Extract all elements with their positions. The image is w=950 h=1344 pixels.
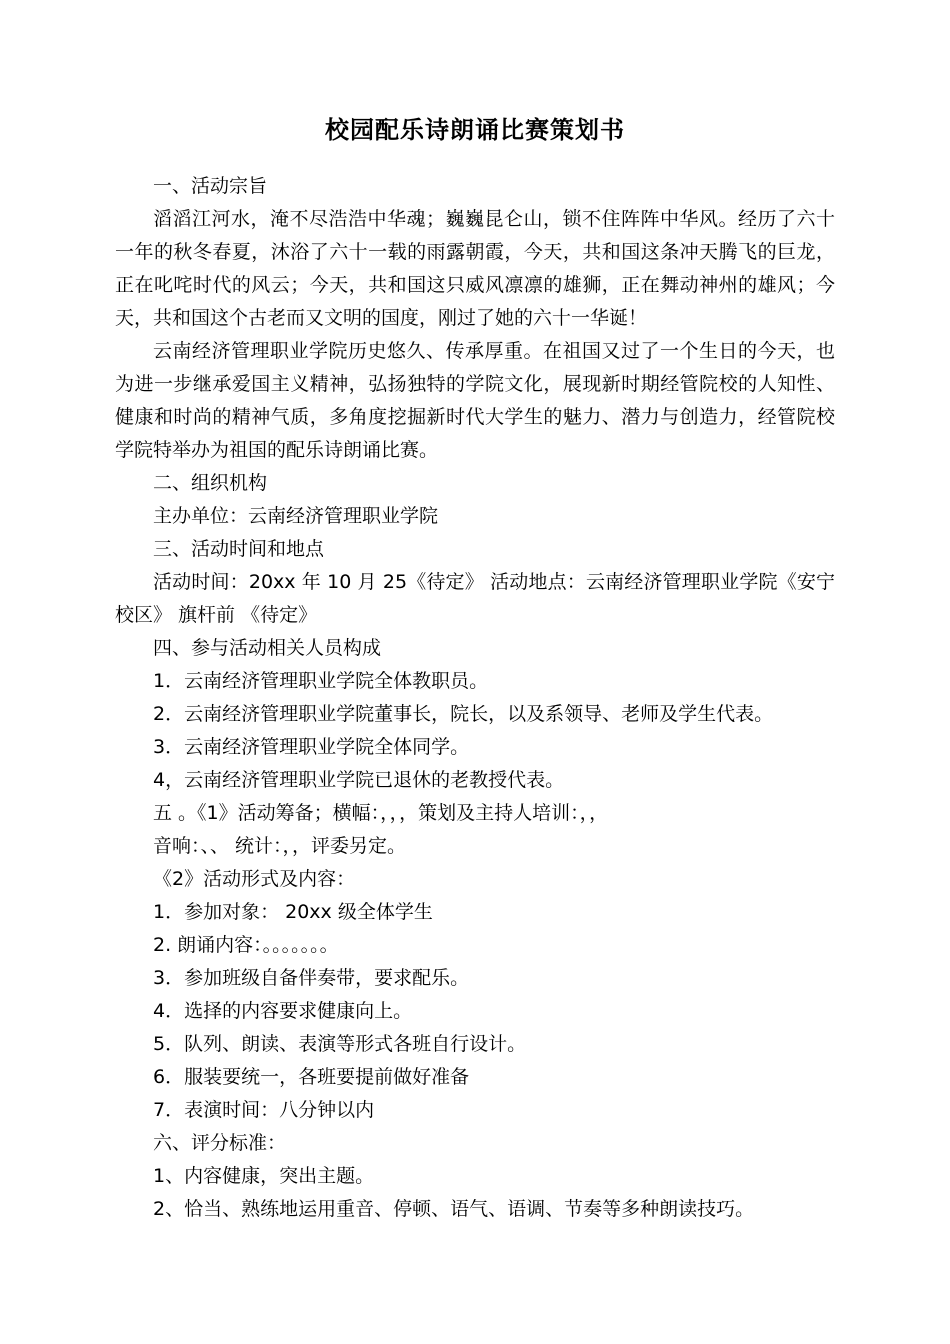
participant-item-3: 3．云南经济管理职业学院全体同学。: [153, 736, 470, 758]
participant-item-2: 2．云南经济管理职业学院董事长，院长，以及系领导、老师及学生代表。: [153, 703, 774, 725]
activity-item-4: 4．选择的内容要求健康向上。: [153, 1000, 413, 1022]
section-heading-participants: 四、参与活动相关人员构成: [153, 637, 382, 659]
section-heading-purpose: 一、活动宗旨: [153, 175, 268, 197]
paragraph-college: 云南经济管理职业学院历史悠久、传承厚重。在祖国又过了一个生日的今天，也为进一步继承爱国主义精神，弘扬独特的学院文化，展现新时期经管院校的人知性、健康和时尚的精神气质，多角度挖掘新时代大学生的魅力、潜力与创造力，经管院校学院特举办为祖国的配乐诗朗诵比赛。: [115, 340, 835, 461]
activity-item-7: 7．表演时间：八分钟以内: [153, 1099, 375, 1121]
activity-item-2: 2. 朗诵内容：。。。。。。。: [153, 934, 339, 956]
section-heading-scoring: 六、评分标准：: [153, 1132, 287, 1154]
document-body: [115, 170, 835, 1226]
section-heading-time-place: 三、活动时间和地点: [153, 538, 325, 560]
scoring-item-1: 1、内容健康，突出主题。: [153, 1165, 375, 1187]
participant-item-4: 4，云南经济管理职业学院已退休的老教授代表。: [153, 769, 565, 791]
paragraph-intro: 滔滔江河水，淹不尽浩浩中华魂；巍巍昆仑山，锁不住阵阵中华风。经历了六十一年的秋冬春夏，沐浴了六十一载的雨露朝霞，今天，共和国这条冲天腾飞的巨龙，正在叱咤时代的风云；今天，共和国这只威风凛凛的雄狮，正在舞动神州的雄风；今天，共和国这个古老而又文明的国度，刚过了她的六十一华诞！: [115, 208, 835, 329]
activity-item-3: 3．参加班级自备伴奏带，要求配乐。: [153, 967, 470, 989]
document-title: 校园配乐诗朗诵比赛策划书: [325, 116, 625, 144]
participant-item-1: 1．云南经济管理职业学院全体教职员。: [153, 670, 489, 692]
activity-item-5: 5．队列、朗读、表演等形式各班自行设计。: [153, 1033, 527, 1055]
activity-form-heading: 《2》活动形式及内容：: [153, 868, 356, 890]
section-heading-organization: 二、组织机构: [153, 472, 268, 494]
activity-item-1: 1．参加对象： 20xx 级全体学生: [153, 901, 433, 923]
organizer-line: 主办单位：云南经济管理职业学院: [153, 505, 439, 527]
preparation-line-continued: 音响：、、 统计：，，评委另定。: [153, 835, 407, 857]
scoring-item-2: 2、恰当、熟练地运用重音、停顿、语气、语调、节奏等多种朗读技巧。: [153, 1198, 755, 1220]
time-place-paragraph: 活动时间：20xx 年 10 月 25《待定》 活动地点：云南经济管理职业学院《安宁校区》 旗杆前 《待定》: [115, 571, 835, 626]
preparation-line: 五 。《1》活动筹备；横幅：，，，策划及主持人培训：，，: [153, 802, 609, 824]
activity-item-6: 6．服装要统一，各班要提前做好准备: [153, 1066, 470, 1088]
